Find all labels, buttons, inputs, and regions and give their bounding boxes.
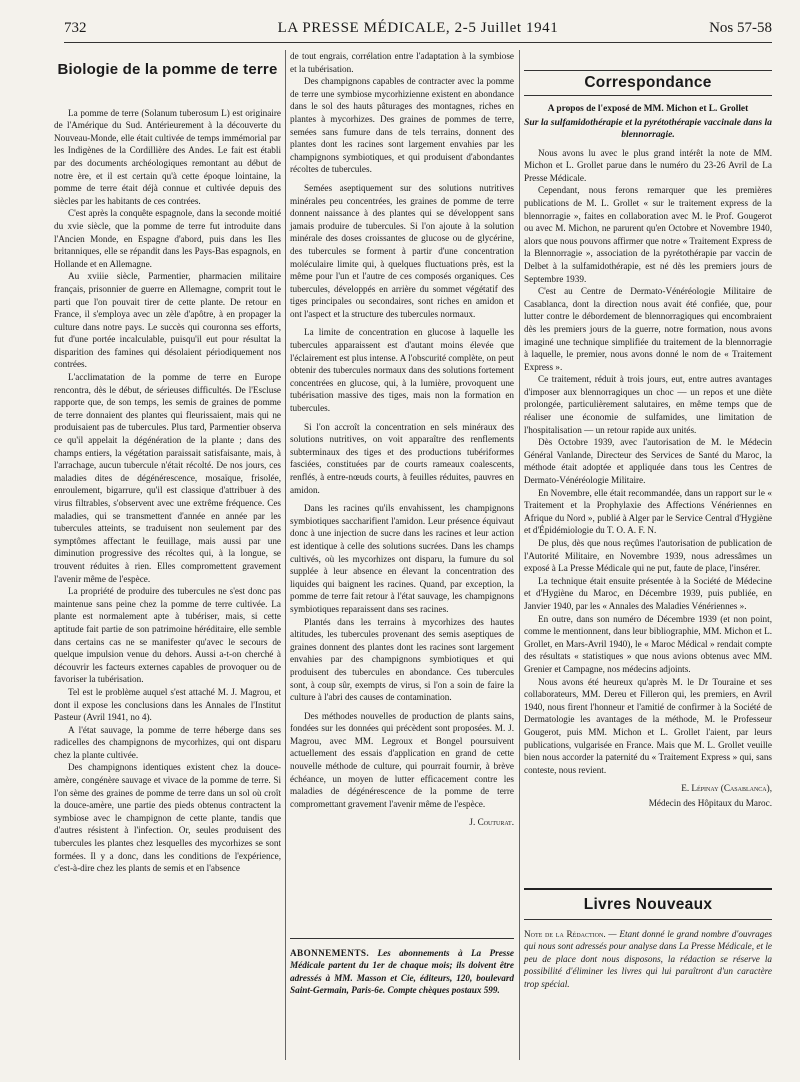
paragraph: Au xviiie siècle, Parmentier, pharmacien militaire français, prisonnier de guerre en Allemagne, comprit tout le parti que l'on pouvait tirer de cette plante. De retour en France, il s'employa avec un zèle d'apôtre, à en propager la culture dans notre pays. Le succès qui couronna ses efforts, fut d'une portée incalculable, puisqu'il eut pour résultat la disparition des famines qui désolaient périodiquement nos contrées.	[54, 271, 281, 370]
journal-title: LA PRESSE MÉDICALE, 2-5 Juillet 1941	[277, 20, 559, 36]
note-label: Note de la Rédaction.	[524, 929, 606, 939]
paragraph: De plus, dès que nous reçûmes l'autorisation de publication de l'Autorité Militaire, en Novembre 1939, nous adressâmes un exposé à La Presse Médicale qui ne put, faute de place, l'insérer.	[524, 538, 772, 574]
column-divider	[285, 50, 286, 1060]
issue-number: Nos 57-58	[709, 20, 772, 36]
paragraph: La pomme de terre (Solanum tuberosum L) est originaire de l'Amérique du Sud. Antérieurement à la découverte du Nouveau-Monde, elle était cultivée de temps immémorial par les Indigènes de la Cordillière des Andes. Le fait est établi par des documents archéologiques remontant au début de notre ère, et il est certain qu'à cette époque lointaine, la pomme de terre était déjà connue et cultivée depuis des siècles par les habitants de ces contrées.	[54, 107, 281, 206]
editorial-note	[524, 928, 772, 990]
subscription-text: Les abonnements à La Presse Médicale partent du 1er de chaque mois; ils doivent être adressés à MM. Masson et Cie, éditeurs, 120, boulevard Saint-Germain, Paris-6e. Compte chèques postaux 599.	[290, 948, 515, 996]
paragraph: Des méthodes nouvelles de production de plants sains, fondées sur les données qui précèdent sont proposées. M. J. Magrou, avec MM. Legroux et Bongel poursuivent actuellement des essais d'application en grand de cette nouvelle méthode de culture, qui pourrait fournir, à brève échéance, un moyen de lutter efficacement contre les maladies de dégénérescence de la pomme de terre compromettant gravement l'avenir même de l'espèce.	[290, 710, 514, 809]
column-divider	[519, 50, 520, 1060]
article-biologie-continued	[290, 50, 514, 829]
paragraph: C'est au Centre de Dermato-Vénéréologie Militaire de Casablanca, dont la direction nous avait été confiée, que, pour lutter contre le débordement de blennorragiques qui encombraient dès les premiers jours de la guerre, notre formation, nous avons imaginé une technique simplifiée du traitement de la blennorragie à laquelle, le premier, nous avons donné le nom de « Traitement Express ».	[524, 286, 772, 372]
section-heading: Correspondance	[524, 70, 772, 96]
note-text: — Etant donné le grand nombre d'ouvrages qui nous sont adressés pour analyse dans La Presse Médicale, et le peu de place dont nous disposons, la rédaction se réserve la possibilité d'éliminer les livres qui lui paraîtront d'un caractère trop spécial.	[524, 929, 773, 989]
letter-signature-title: Médecin des Hôpitaux du Maroc.	[648, 797, 772, 808]
article-heading: Biologie de la pomme de terre	[57, 61, 278, 78]
paragraph: La technique était ensuite présentée à la Société de Médecine et d'Hygiène du Maroc, en Décembre 1939, puis publiée, en Janvier 1940, par les « Annales des Maladies Vénériennes ».	[524, 575, 772, 611]
paragraph: Ce traitement, réduit à trois jours, eut, entre autres avantages d'imposer aux blennorragiques un choc — un repos et une diète prolongée, particulièrement salutaires, en même temps que de réaliser une économie de sulfamides, une limitation de l'hospitalisation — un retour rapide aux unités.	[524, 374, 772, 435]
paragraph: Plantés dans les terrains à mycorhizes des hautes altitudes, les tubercules provenant des semis aseptiques de graines donnent des plantes dont les racines sont largement envahies par des champignons symbiotiques et qui produisent des tubercules en abondance. Ces tubercules sont, à coup sûr, exempts de virus, si l'on a soin de faire la culture à l'abri des causes de contamination.	[290, 616, 514, 703]
letter-subhead: A propos de l'exposé de MM. Michon et L. Grollet	[547, 103, 749, 114]
paragraph: Nous avons été heureux qu'après M. le Dr Touraine et ses collaborateurs, MM. Dereu et Filleron qui, les premiers, en Avril 1940, nous firent l'honneur et l'amitié de confirmer à la Société de Dermatologie les avantages de la méthode, M. le Professeur Gougerot, puis MM. Michon et L. Grollet l'aient, par leurs publications, vulgarisée en France. Mais que M. L. Grollet veuille bien nous accorder la paternité du « Traitement Express » qui, sans conteste, nous revient.	[524, 676, 772, 775]
page-number: 732	[64, 20, 87, 36]
subscription-notice	[290, 938, 514, 997]
correspondance-section	[524, 50, 772, 809]
paragraph: Cependant, nous ferons remarquer que les premières publications de M. L. Grollet « sur le traitement express de la blennorragie », faites en collaboration avec M. le Prof. Gougerot ou avec M. Michon, ne parurent qu'en Octobre et Novembre 1940, alors que nous pouvons affirmer que notre « Traitement Express de la Blennorragie », association de la pyrétothérapie par vaccin de Delbet à la sulfamidothérapie, est né dès les premiers jours de Septembre 1939.	[524, 185, 772, 284]
livres-nouveaux-section	[524, 888, 772, 990]
paragraph: Des champignons capables de contracter avec la pomme de terre une symbiose mycorhizienne existent en abondance dans le sol des hauts pâturages des montagnes, riches en plantes à mycorhizes. Des graines de pommes de terre, semées sans fumure dans de tels terrains, donnent des plantes dont les racines sont largement envahies par les champignons symbiotiques, et qui produisent d'abondantes récoltes de tubercules.	[290, 76, 514, 175]
paragraph: Semées aseptiquement sur des solutions nutritives minérales peu concentrées, les graines de pomme de terre donnent naissance à des plantes qui se développent sans jamais produire de tubercules. Si l'on ajoute à la solution minérale des doses croissantes de glucose ou de glycérine, des tubercules se forment à partir d'une concentration moléculaire limite qui, à quelques fluctuations près, est la même pour l'un et l'autre de ces composés organiques. Ces tubercules, développés en arrière du sommet végétatif des tiges principales ou secondaires, sont riches en amidon et ont l'aspect et la structure des tubercules normaux.	[290, 182, 514, 319]
paragraph: de tout engrais, corrélation entre l'adaptation à la symbiose et la tubérisation.	[290, 51, 514, 74]
paragraph: A l'état sauvage, la pomme de terre héberge dans ses radicelles des champignons de mycorhizes, qui ont disparu chez la plante cultivée.	[54, 724, 281, 760]
paragraph: En outre, dans son numéro de Décembre 1939 (et non point, comme le mentionnent, dans leur bibliographie, MM. Michon et L. Grollet, en Mars-Avril 1940), le « Maroc Médical » rendait compte des résultats « statistiques » que nous avions obtenus avec MM. Grenier et Campagne, nos médecins adjoints.	[524, 613, 772, 674]
paragraph: C'est après la conquête espagnole, dans la seconde moitié du xvie siècle, que la pomme de terre fut introduite dans l'Ancien Monde, en Espagne d'abord, puis dans les Iles britanniques, elle se répandit dans les Pays-Bas espagnols, en Hollande et en Allemagne.	[54, 208, 281, 269]
paragraph: Dès Octobre 1939, avec l'autorisation de M. le Médecin Général Vanlande, Directeur des Services de Santé du Maroc, la méthode était adoptée et appliquée dans tous les Centres de Dermato-Vénéréologie Militaire.	[524, 437, 772, 486]
paragraph: Des champignons identiques existent chez la douce-amère, congénère sauvage et vivace de la pomme de terre. Si l'on sème des graines de pomme de terre dans un sol où croît la douce-amère, une partie des pieds obtenus contractent la symbiose avec le champignon de cette plante, tandis que d'autres résistent à l'infection. Or, seules produisent des tubercules les plantes chez lesquelles des mycorhizes se sont formées. Il y a donc, dans les conditions de l'expérience, c'est-à-dire chez les plants de semis et en l'absence	[54, 762, 281, 874]
paragraph: Nous avons lu avec le plus grand intérêt la note de MM. Michon et L. Grollet parue dans le numéro du 23-26 Avril de La Presse Médicale.	[524, 147, 772, 183]
paragraph: Tel est le problème auquel s'est attaché M. J. Magrou, et dont il expose les conclusions dans les Annales de l'Institut Pasteur (Avril 1941, no 4).	[54, 686, 281, 723]
article-signature: J. Couturat.	[469, 817, 514, 828]
paragraph: La propriété de produire des tubercules ne s'est donc pas maintenue sans peine chez la pomme de terre cultivée. La plante est normalement apte à tubériser, mais, si cette aptitude fait partie de son patrimoine héréditaire, elle semble dans certains cas ne se manifester qu'avec le secours de quelque impulsion venue du dehors. Aussi a-t-on cherché à découvrir les facteurs externes capables de provoquer ou de favoriser la tubérisation.	[54, 586, 281, 685]
letter-topic: Sur la sulfamidothérapie et la pyrétothérapie vaccinale dans la blennorragie.	[524, 116, 772, 140]
section-heading: Livres Nouveaux	[524, 888, 772, 920]
paragraph: La limite de concentration en glucose à laquelle les tubercules apparaissent est d'autant moins élevée que l'éclairement est plus intense. A l'obscurité complète, on peut obtenir des tubercules normaux dans des solutions fortement concentrées en glucose, qui, à la lumière, provoquent une tubérisation massive des tiges, mais non la formation en tubercules.	[290, 327, 514, 414]
article-biologie	[54, 50, 281, 875]
paragraph: En Novembre, elle était recommandée, dans un rapport sur le « Traitement et la Prophylaxie des Affections Vénériennes en Afrique du Nord », publié à Alger par le Service Central d'Hygiène et d'Épidémiologie du T. O. A. F. N.	[524, 487, 772, 536]
paragraph: Dans les racines qu'ils envahissent, les champignons symbiotiques saccharifient l'amidon. Leur présence équivaut donc à une injection de sucre dans les racines et leur action est identique à celle des solutions sucrées. Dans les champs cultivés, où les mycorhizes ont disparu, la fumure du sol supplée à leur absence en élevant la concentration des liquides qui baignent les racines. Quand, par exception, la pomme de terre fait retour à l'état sauvage, les champignons symbiotiques reparaissent dans ses racines.	[290, 503, 514, 614]
paragraph: L'acclimatation de la pomme de terre en Europe rencontra, dès le début, de sérieuses difficultés. De l'Escluse rapporte que, de son temps, les semis de graines de pomme de terre donnaient des plantes qui fleurissaient, mais qui ne produisaient pas de tubercules. Plus tard, Parmentier observa ce qu'il appelait la dégénération de la plante ; dans des champs entiers, la végétation paraissait satisfaisante, mais, à l'arrachage, aucun tubercule n'était récolté. De nos jours, ces maladies dites de dégénérescence, mosaïque, frisolée, enroulement, bigarrure, qu'il est classique d'attribuer à des virus filtrables, s'observent avec une extrême fréquence. Ces maladies, qui se transmettent d'année en année par les tubercules atteints, se traduisent non seulement par des symptômes affectant le feuillage, mais aussi par une diminution progressive des récoltes qui, à la longue, se trouvent réduites à rien. Elles compromettent gravement l'avenir même de l'espèce.	[54, 372, 281, 584]
letter-signature: E. Lépinay (Casablanca),	[681, 783, 772, 794]
paragraph: Si l'on accroît la concentration en sels minéraux des solutions nutritives, on voit apparaître des renflements subterminaux des tiges et des productions tubériformes fasciées, constituées par de courts rameaux coalescents, renflés, à entre-nœuds courts, à feuilles réduites, pauvres en amidon.	[290, 421, 514, 495]
subscription-lead: ABONNEMENTS.	[290, 948, 370, 958]
page-header	[64, 16, 772, 43]
